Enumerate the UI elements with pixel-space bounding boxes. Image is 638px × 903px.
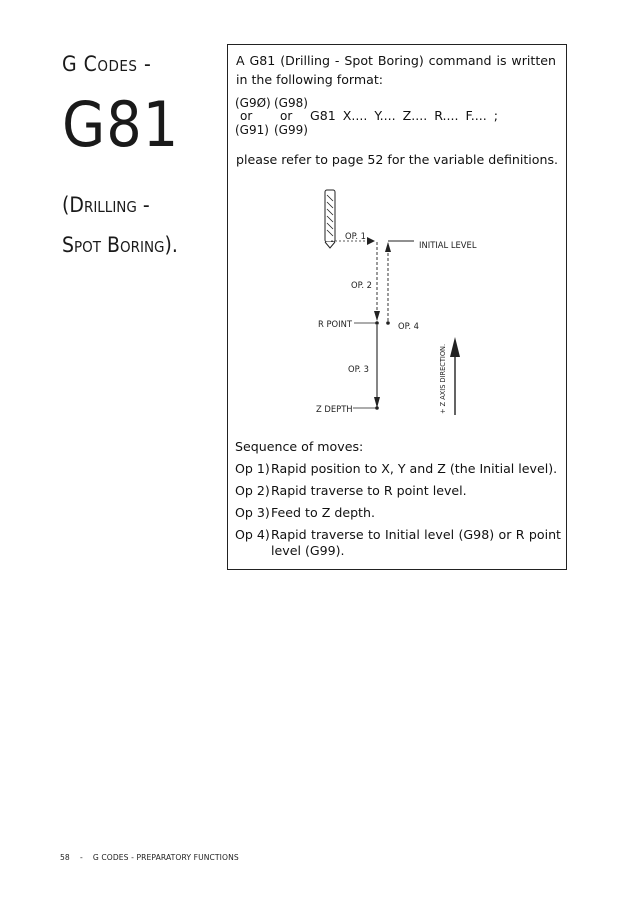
page-heading xyxy=(62,52,222,266)
step-text: Rapid traverse to R point level. xyxy=(271,483,467,498)
op4-arrowhead xyxy=(385,242,391,252)
drill-bit-icon xyxy=(325,190,335,248)
step-text: Rapid traverse to Initial level (G98) or R point level (G99). xyxy=(271,527,561,558)
intro-text: A G81 (Drilling - Spot Boring) command is written in the following format: xyxy=(236,53,556,87)
format-command: G81 X.... Y.... Z.... R.... F.... ; xyxy=(310,108,499,123)
drilling-cycle-diagram xyxy=(228,45,566,445)
heading-g-codes: G CODES - xyxy=(62,52,152,76)
op1-arrowhead xyxy=(367,237,375,245)
footer-section-title: G CODES - PREPARATORY FUNCTIONS xyxy=(92,853,239,862)
step-op-label: Op 1) xyxy=(235,461,270,476)
sequence-step xyxy=(235,505,561,521)
format-g91: (G91) xyxy=(235,123,269,137)
label-z-axis-direction: + Z AXIS DIRECTION. xyxy=(439,343,447,414)
step-op-label: Op 4) xyxy=(235,527,270,542)
format-g98: (G98) xyxy=(274,96,308,110)
label-z-depth: Z DEPTH xyxy=(316,404,353,414)
label-r-point: R POINT xyxy=(318,319,352,329)
step-op-label: Op 3) xyxy=(235,505,270,520)
footer-separator: - xyxy=(79,853,83,862)
sequence-step xyxy=(235,527,561,559)
step-op-label: Op 2) xyxy=(235,483,270,498)
label-op2: OP. 2 xyxy=(351,280,372,290)
label-op1: OP. 1 xyxy=(345,231,366,241)
step-text: Rapid position to X, Y and Z (the Initial level). xyxy=(271,461,558,476)
sequence-step xyxy=(235,461,561,477)
label-op3: OP. 3 xyxy=(348,364,369,374)
step-text: Feed to Z depth. xyxy=(271,505,375,520)
label-op4: OP. 4 xyxy=(398,321,419,331)
label-initial-level: INITIAL LEVEL xyxy=(419,240,477,250)
z-axis-arrowhead xyxy=(450,337,460,357)
sequence-step xyxy=(235,483,561,499)
heading-code: G81 xyxy=(62,88,180,161)
refer-text: please refer to page 52 for the variable definitions. xyxy=(236,152,559,167)
op2-arrowhead xyxy=(374,311,380,321)
content-box xyxy=(227,44,567,570)
format-or-1: or xyxy=(240,109,253,123)
format-g90: (G9Ø) xyxy=(235,96,271,110)
sequence-heading: Sequence of moves: xyxy=(235,439,364,454)
page-number: 58 xyxy=(60,853,70,862)
heading-subtitle: (DRILLING - SPOT BORING). xyxy=(62,193,178,257)
format-or-2: or xyxy=(280,109,293,123)
page-footer xyxy=(60,853,239,862)
sequence-section xyxy=(235,438,561,565)
format-g99: (G99) xyxy=(274,123,308,137)
